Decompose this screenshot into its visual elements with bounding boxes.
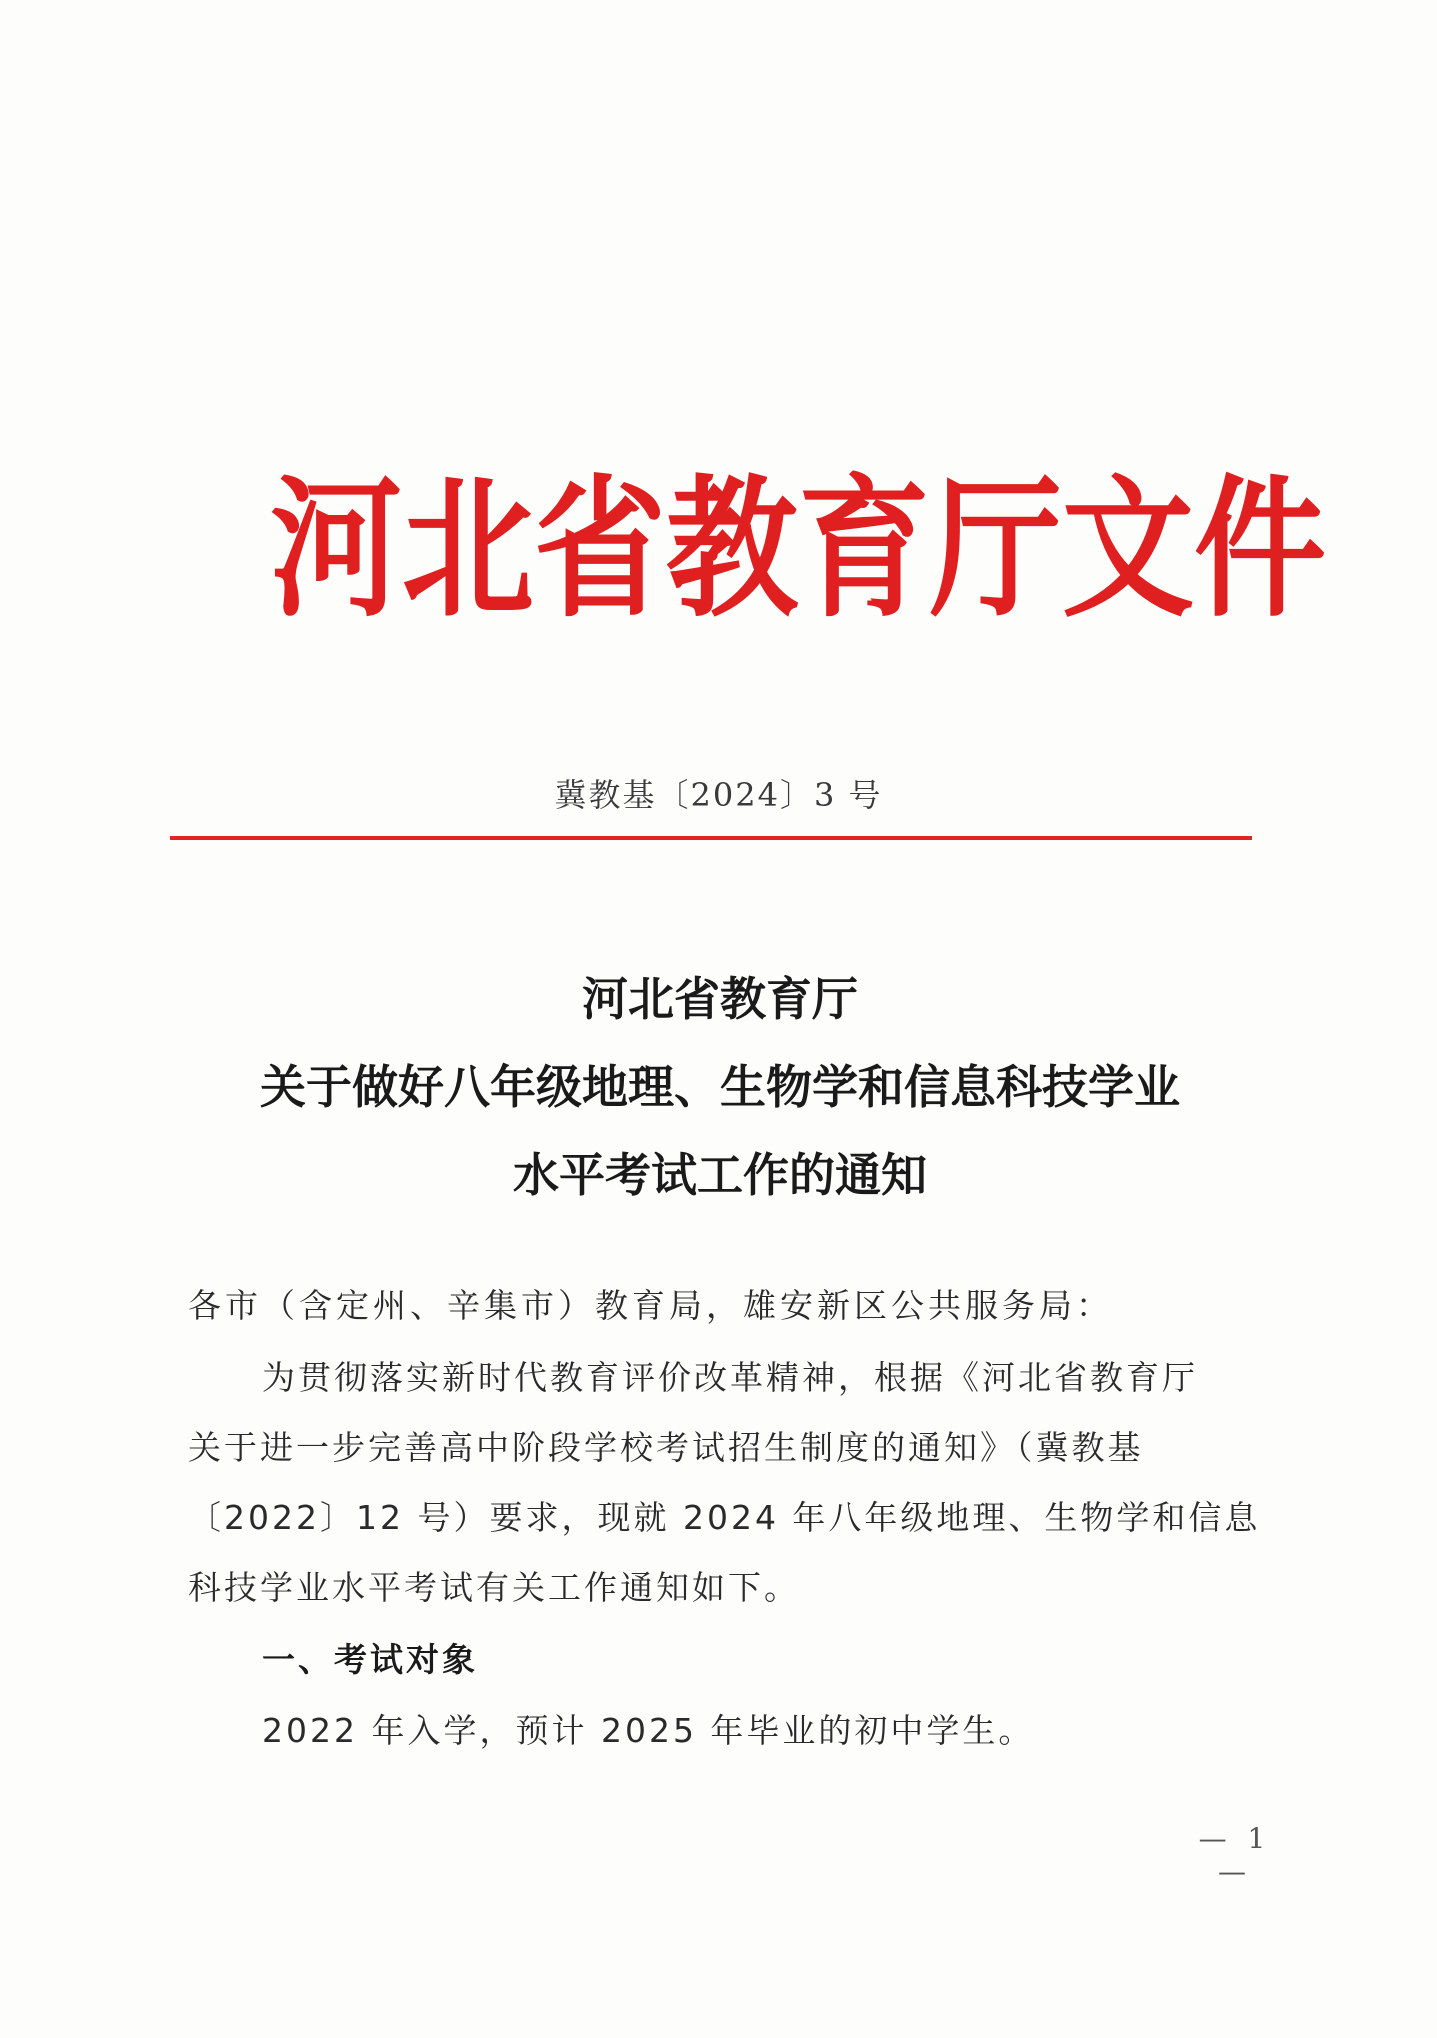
title-line-1: 河北省教育厅 [582, 972, 858, 1026]
header-char: 文 [1062, 460, 1194, 639]
section-body-exam-subjects: 2022 年入学，预计 2025 年毕业的初中学生。 [262, 1711, 1035, 1750]
document-title [150, 955, 1290, 1219]
header-char: 教 [666, 460, 798, 639]
header-char: 河 [270, 460, 402, 639]
header-char: 厅 [930, 460, 1062, 639]
document-number: 冀教基〔2024〕3 号 [554, 776, 883, 814]
addressee: 各市（含定州、辛集市）教育局，雄安新区公共服务局： [188, 1286, 1113, 1325]
title-line-3: 水平考试工作的通知 [513, 1148, 927, 1202]
red-divider-line [170, 836, 1252, 840]
paragraph-line-4: 科技学业水平考试有关工作通知如下。 [188, 1568, 800, 1607]
issuer-header-title [270, 458, 1326, 642]
page-number: — 1 — [1198, 1822, 1272, 1888]
paragraph-line-2: 关于进一步完善高中阶段学校考试招生制度的通知》（冀教基 [188, 1428, 1144, 1467]
header-char: 北 [402, 460, 534, 639]
paragraph-line-1: 为贯彻落实新时代教育评价改革精神，根据《河北省教育厅 [262, 1358, 1198, 1397]
header-char: 省 [534, 460, 666, 639]
header-char: 育 [798, 460, 930, 639]
paragraph-line-3: 〔2022〕12 号）要求，现就 2024 年八年级地理、生物学和信息 [188, 1498, 1261, 1537]
section-heading-exam-subjects: 一、考试对象 [262, 1640, 478, 1679]
title-line-2: 关于做好八年级地理、生物学和信息科技学业 [260, 1060, 1180, 1114]
header-char: 件 [1194, 460, 1326, 639]
